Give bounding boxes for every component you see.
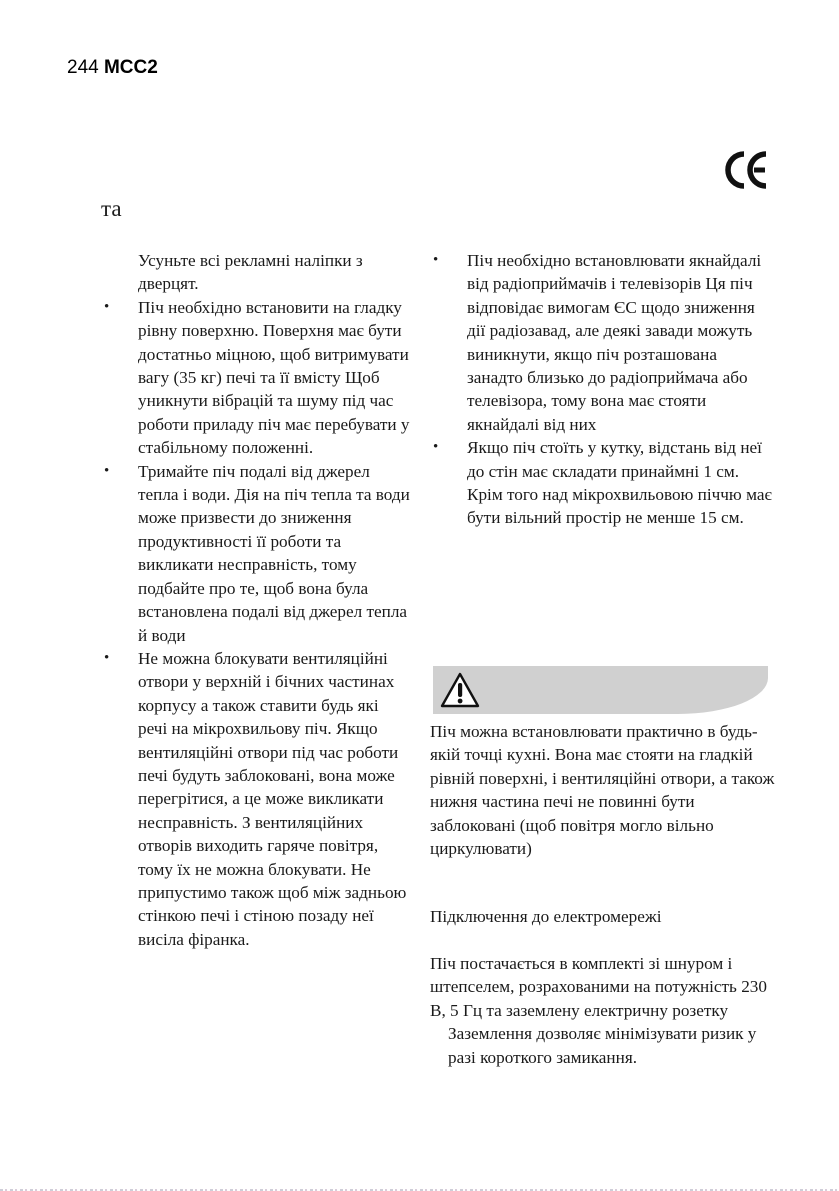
power-heading: Підключення до електромережі	[430, 907, 662, 926]
list-item-text: Не можна блокувати вентиляційні отвори у верхній і бічних частинах корпусу а також ставити будь які речі на мікрохвильову піч. Якщо вентиляційні отвори під час роботи печі будуть заблоковані, вона може перегрітися, а це може викликати несправність. З вентиляційних отворів виходить гаряче повітря, тому їх не можна блокувати. Не припустимо також щоб між задньою стінкою печі і стіною позаду неї висіла фіранка.	[138, 648, 407, 949]
bullet-icon: •	[104, 462, 110, 479]
right-column	[430, 249, 775, 530]
intro-paragraph: Усуньте всі рекламні наліпки з дверцят.	[138, 251, 363, 294]
bullet-icon: •	[104, 649, 110, 666]
page-header	[67, 57, 158, 79]
left-bullet-list	[101, 296, 411, 951]
list-item-text: Тримайте піч подалі від джерел тепла і води. Дія на піч тепла та води може призвести до зниження продуктивності її роботи та викликати несправність, тому подбайте про те, щоб вона була встановлена подалі від джерел тепла й води	[138, 461, 410, 645]
list-item	[430, 249, 775, 436]
bullet-icon: •	[433, 252, 439, 268]
list-item-text: Піч необхідно встановлювати якнайдалі від радіоприймачів і телевізорів Ця піч відповідає вимогам ЄС щодо зниження дії радіозавад, але деякі завади можуть виникнути, якщо піч розташована занадто близько до радіоприймача або телевізора, тому вона має стояти якнайдалі від них	[467, 251, 762, 434]
list-item	[101, 460, 411, 647]
left-column	[101, 249, 411, 951]
page-number: 244	[67, 57, 99, 78]
list-item-text: Якщо піч стоїть у кутку, відстань від неї до стін має складати принаймні 1 см. Крім того над мікрохвильовою піччю має бути вільний простір не менше 15 см.	[467, 438, 772, 528]
list-item-text: Піч необхідно встановити на гладку рівну поверхню. Поверхня має бути достатньо міцною, щоб витримувати вагу (35 кг) печі та її вмісту Щоб уникнути вібрацій та шуму під час роботи приладу піч має перебувати у стабільному положенні.	[138, 297, 410, 458]
ce-mark-logo	[724, 148, 768, 192]
list-item	[101, 296, 411, 460]
model-name: MCC2	[103, 57, 158, 78]
section-title: та	[101, 196, 122, 221]
list-item	[430, 436, 775, 530]
power-section	[430, 952, 775, 1069]
right-bullet-list	[430, 249, 775, 530]
bullet-icon: •	[104, 298, 110, 315]
grounding-paragraph: Заземлення дозволяє мінімізувати ризик у разі короткого замикання.	[448, 1024, 757, 1067]
warning-triangle-icon	[439, 671, 481, 709]
power-paragraph: Піч постачається в комплекті зі шнуром і штепселем, розрахованими на потужність 230 В, 5 Гц та заземлену електричну розетку	[430, 954, 767, 1020]
list-item	[101, 647, 411, 951]
placement-paragraph: Піч можна встановлювати практично в будь-якій точці кухні. Вона має стояти на гладкій рівній поверхні, і вентиляційні отвори, а також нижня частина печі не повинні бути заблоковані (щоб повітря могло вільно циркулювати)	[430, 722, 775, 859]
warning-banner	[433, 666, 768, 714]
bullet-icon: •	[433, 439, 439, 456]
